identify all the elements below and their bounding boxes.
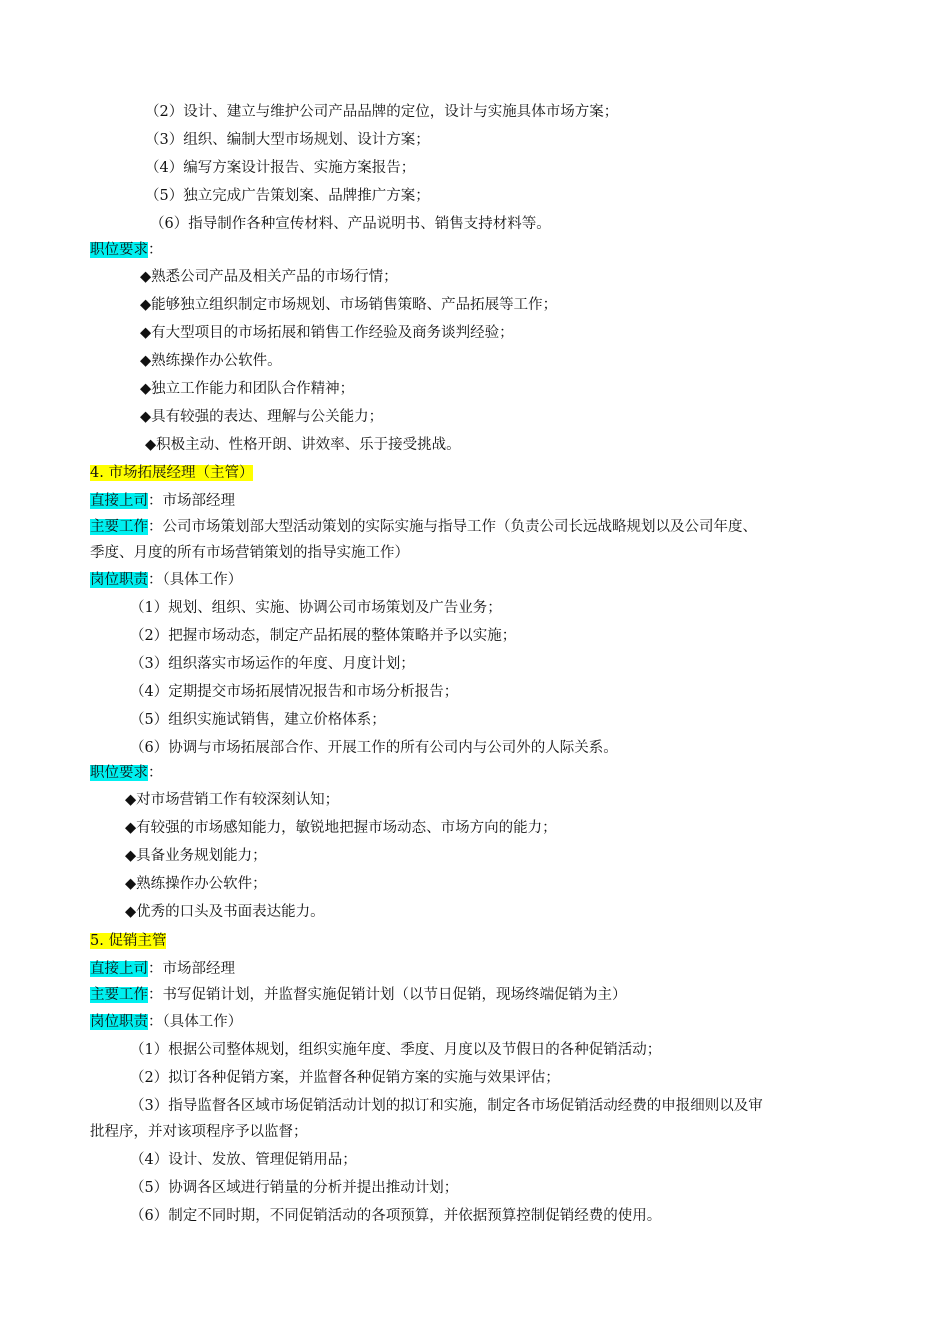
duties-row bbox=[90, 570, 242, 590]
duty-item: （2）拟订各种促销方案，并监督各种促销方案的实施与效果评估； bbox=[130, 1070, 560, 1086]
main-work-row bbox=[90, 985, 627, 1005]
duty-item: （4）编写方案设计报告、实施方案报告； bbox=[145, 160, 416, 176]
duty-item: （6）协调与市场拓展部合作、开展工作的所有公司内与公司外的人际关系。 bbox=[130, 740, 618, 756]
duties-value: ：（具体工作） bbox=[148, 572, 243, 588]
duty-item: （1）规划、组织、实施、协调公司市场策划及广告业务； bbox=[130, 600, 502, 616]
duties-row bbox=[90, 1012, 242, 1032]
duty-item: （5）协调各区域进行销量的分析并提出推动计划； bbox=[130, 1180, 459, 1196]
requirement-item: ◆熟练操作办公软件。 bbox=[140, 353, 282, 369]
duty-item: （2）把握市场动态，制定产品拓展的整体策略并予以实施； bbox=[130, 628, 517, 644]
requirement-item: ◆独立工作能力和团队合作精神； bbox=[140, 381, 355, 397]
duty-item: （5）组织实施试销售，建立价格体系； bbox=[130, 712, 386, 728]
duty-item: （5）独立完成广告策划案、品牌推广方案； bbox=[145, 188, 430, 204]
main-work-label: 主要工作 bbox=[90, 519, 148, 535]
requirement-item: ◆熟悉公司产品及相关产品的市场行情； bbox=[140, 269, 398, 285]
requirements-heading: 职位要求： bbox=[90, 242, 163, 258]
duty-item: （4）定期提交市场拓展情况报告和市场分析报告； bbox=[130, 684, 459, 700]
superior-label: 直接上司 bbox=[90, 493, 148, 509]
duty-item: （6）指导制作各种宣传材料、产品说明书、销售支持材料等。 bbox=[150, 216, 551, 232]
duties-label: 岗位职责 bbox=[90, 572, 148, 588]
superior-value: ：市场部经理 bbox=[148, 961, 235, 977]
superior-label: 直接上司 bbox=[90, 961, 148, 977]
duty-item: （1）根据公司整体规划，组织实施年度、季度、月度以及节假日的各种促销活动； bbox=[130, 1042, 662, 1058]
requirements-label: 职位要求 bbox=[90, 765, 148, 781]
requirement-item: ◆有大型项目的市场拓展和销售工作经验及商务谈判经验； bbox=[140, 325, 514, 341]
superior-row bbox=[90, 491, 235, 511]
superior-row bbox=[90, 959, 235, 979]
duties-label: 岗位职责 bbox=[90, 1014, 148, 1030]
duty-item-continuation: 批程序，并对该项程序予以监督； bbox=[90, 1124, 308, 1140]
duty-item: （3）组织落实市场运作的年度、月度计划； bbox=[130, 656, 415, 672]
requirements-label: 职位要求 bbox=[90, 242, 148, 258]
requirement-item: ◆对市场营销工作有较深刻认知； bbox=[125, 792, 340, 808]
requirement-item: ◆熟练操作办公软件； bbox=[125, 876, 267, 892]
main-work-continuation: 季度、月度的所有市场营销策划的指导实施工作） bbox=[90, 545, 409, 561]
superior-value: ：市场部经理 bbox=[148, 493, 235, 509]
duty-item: （3）组织、编制大型市场规划、设计方案； bbox=[145, 132, 430, 148]
duty-item: （3）指导监督各区域市场促销活动计划的拟订和实施，制定各市场促销活动经费的申报细则以及审 bbox=[130, 1098, 763, 1114]
requirement-item: ◆能够独立组织制定市场规划、市场销售策略、产品拓展等工作； bbox=[140, 297, 558, 313]
requirement-item: ◆积极主动、性格开朗、讲效率、乐于接受挑战。 bbox=[145, 437, 461, 453]
requirement-item: ◆具备业务规划能力； bbox=[125, 848, 267, 864]
main-work-label: 主要工作 bbox=[90, 987, 148, 1003]
duty-item: （4）设计、发放、管理促销用品； bbox=[130, 1152, 357, 1168]
requirement-item: ◆有较强的市场感知能力，敏锐地把握市场动态、市场方向的能力； bbox=[125, 820, 557, 836]
section-heading: 5. 促销主管 bbox=[90, 933, 167, 949]
section-heading: 4. 市场拓展经理（主管） bbox=[90, 465, 254, 481]
duties-value: ：（具体工作） bbox=[148, 1014, 243, 1030]
requirement-item: ◆优秀的口头及书面表达能力。 bbox=[125, 904, 325, 920]
requirements-heading: 职位要求： bbox=[90, 765, 163, 781]
main-work-row bbox=[90, 517, 757, 537]
main-work-value: ：公司市场策划部大型活动策划的实际实施与指导工作（负责公司长远战略规划以及公司年度、 bbox=[148, 519, 757, 535]
main-work-value: ：书写促销计划，并监督实施促销计划（以节日促销，现场终端促销为主） bbox=[148, 987, 627, 1003]
requirement-item: ◆具有较强的表达、理解与公关能力； bbox=[140, 409, 384, 425]
duty-item: （2）设计、建立与维护公司产品品牌的定位，设计与实施具体市场方案； bbox=[145, 104, 619, 120]
duty-item: （6）制定不同时期，不同促销活动的各项预算，并依据预算控制促销经费的使用。 bbox=[130, 1208, 662, 1224]
